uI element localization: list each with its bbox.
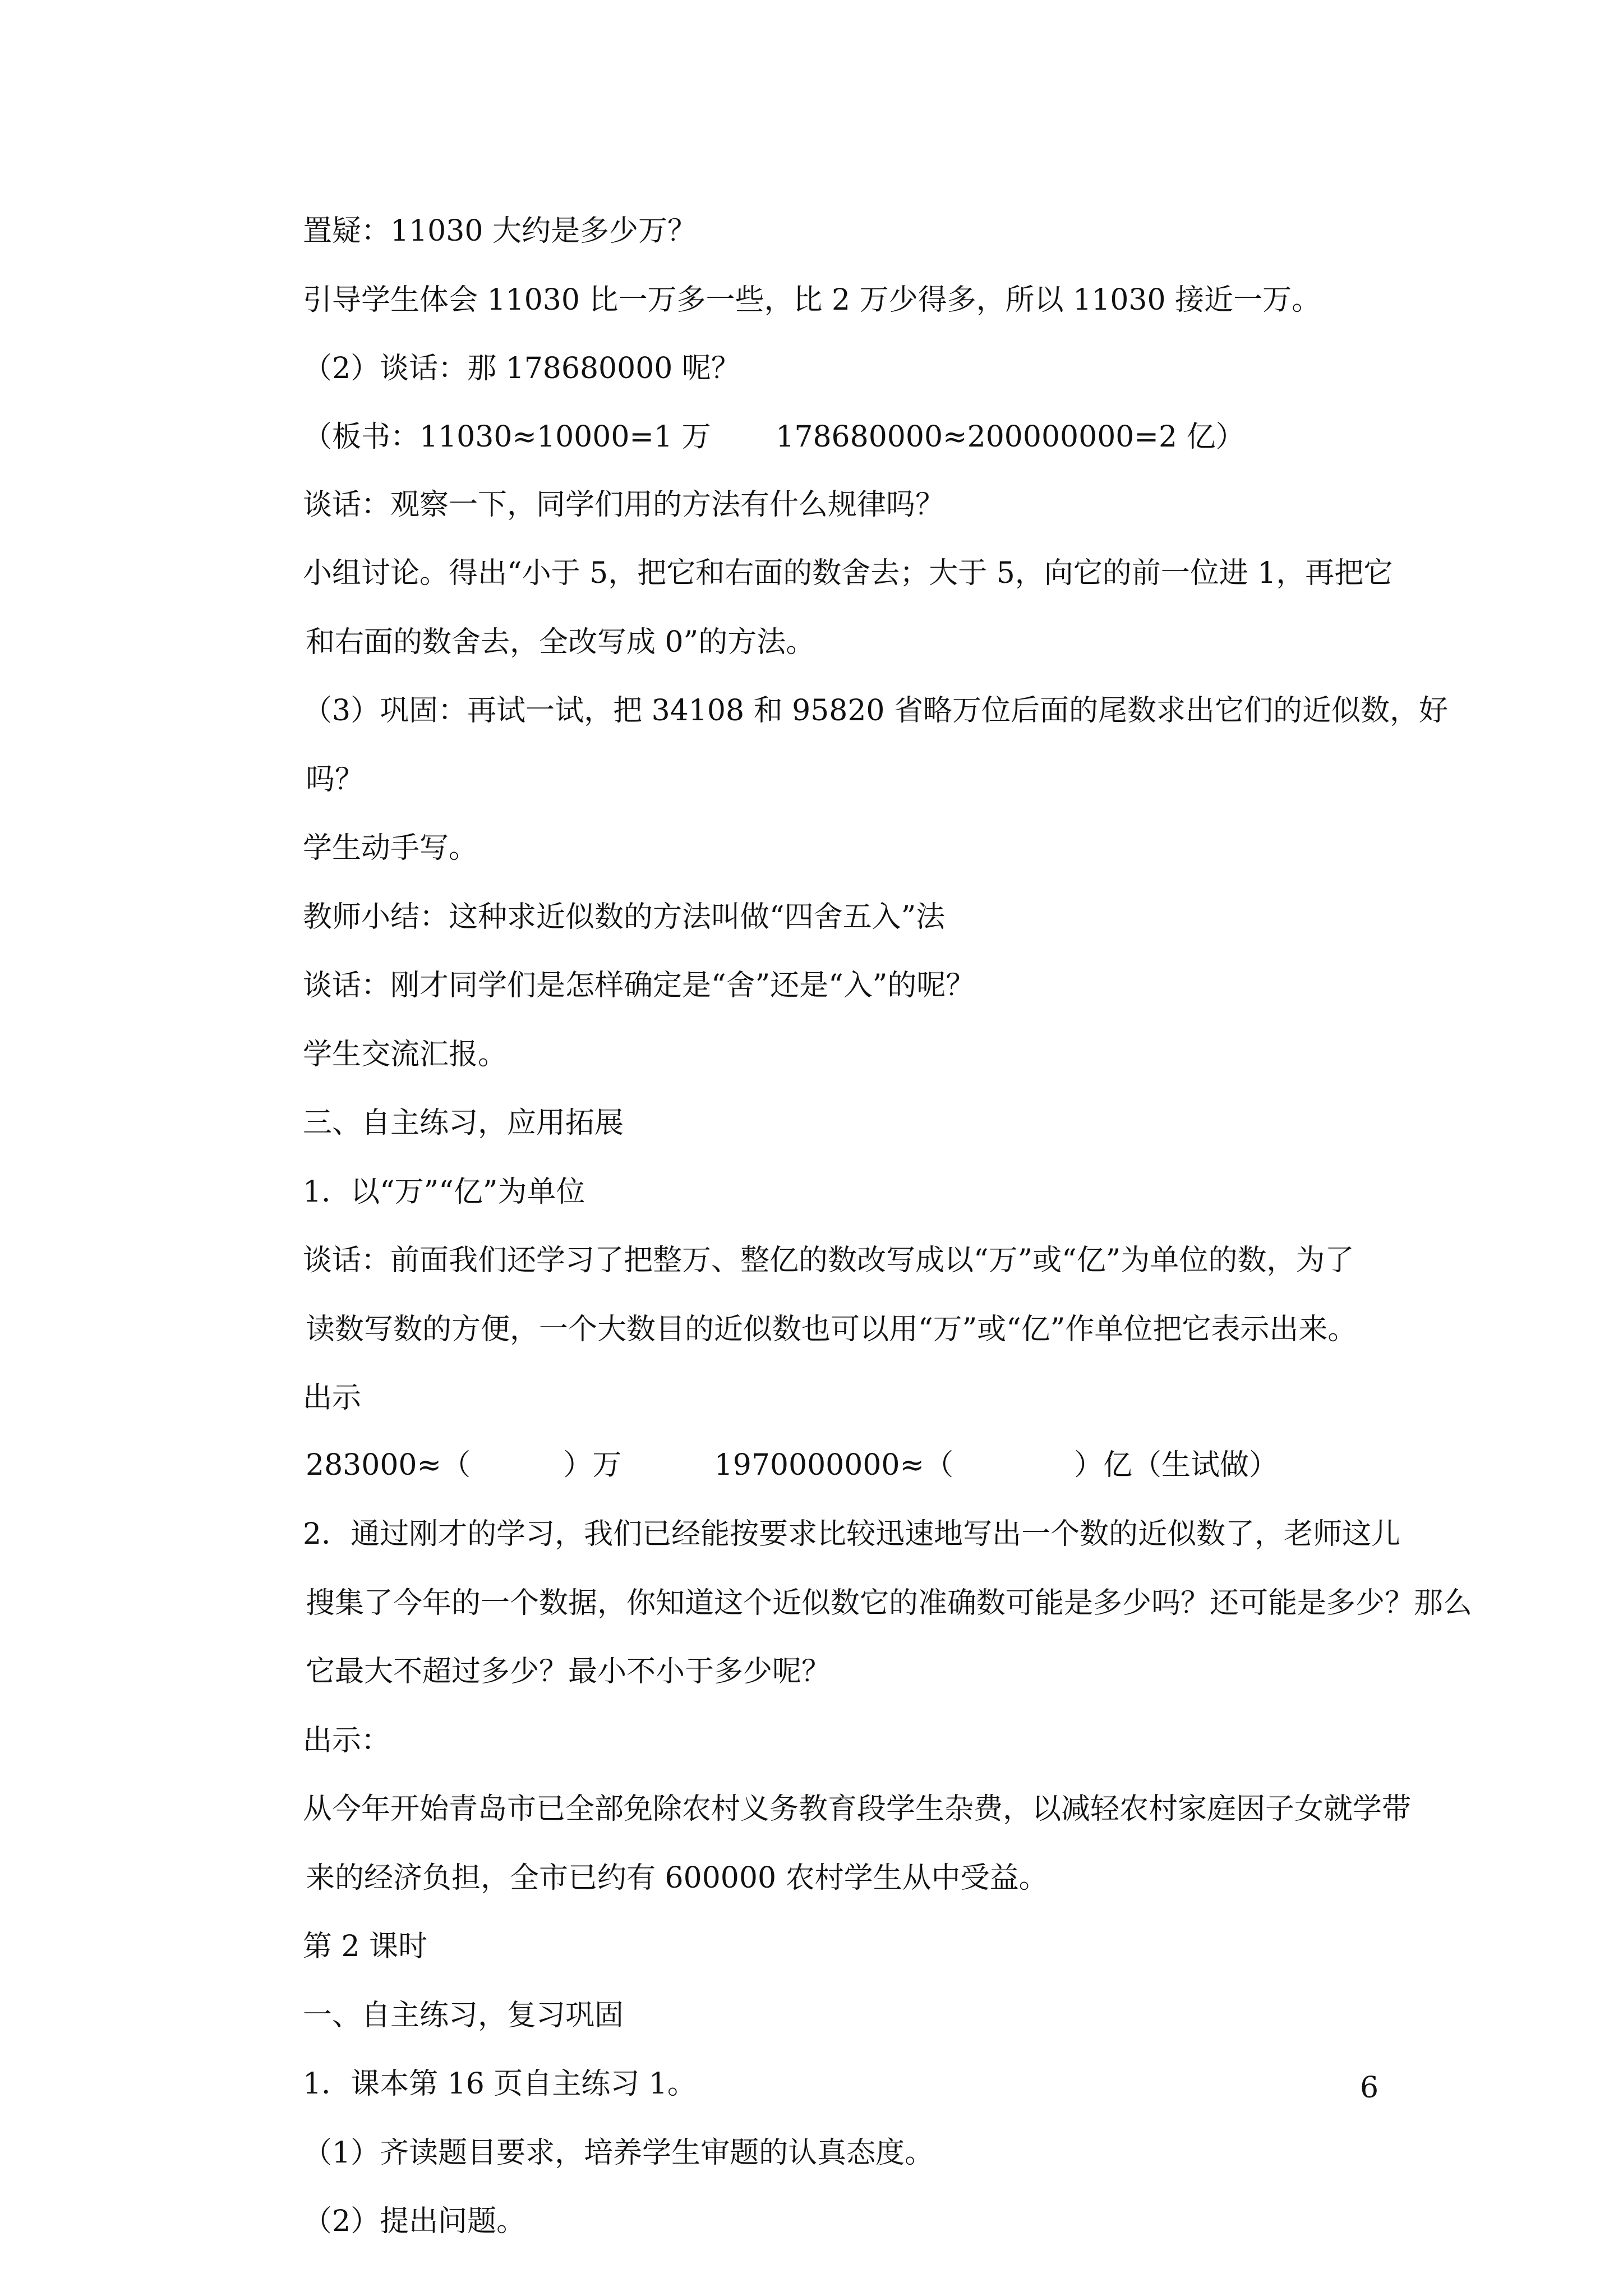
- text-line: （3）巩固：再试一试，把 34108 和 95820 省略万位后面的尾数求出它们的近似数，好: [303, 694, 1449, 728]
- section-heading: 一、自主练习，复习巩固: [303, 1999, 624, 2032]
- text-line: 出示: [303, 1381, 362, 1415]
- section-heading: 三、自主练习，应用拓展: [303, 1106, 624, 1140]
- text-line: 谈话：刚才同学们是怎样确定是“舍”还是“入”的呢？: [303, 969, 975, 1002]
- text-line: 读数写数的方便，一个大数目的近似数也可以用“万”或“亿”作单位把它表示出来。: [306, 1313, 1357, 1346]
- page-number: 6: [1360, 2071, 1379, 2105]
- text-line: 引导学生体会 11030 比一万多一些，比 2 万少得多，所以 11030 接近一万。: [303, 283, 1321, 317]
- text-line: 来的经济负担，全市已约有 600000 农村学生从中受益。: [306, 1861, 1048, 1895]
- text-line: 从今年开始青岛市已全部免除农村义务教育段学生杂费，以减轻农村家庭因子女就学带: [303, 1792, 1412, 1826]
- text-line: 2．通过刚才的学习，我们已经能按要求比较迅速地写出一个数的近似数了，老师这儿: [303, 1517, 1401, 1551]
- text-line: 学生交流汇报。: [303, 1038, 508, 1071]
- text-line: （2）谈话：那 178680000 呢？: [303, 352, 740, 385]
- exercise-line: 283000≈（ ）万 1970000000≈（ ）亿（生试做）: [306, 1448, 1278, 1482]
- text-line: 谈话：观察一下，同学们用的方法有什么规律吗？: [303, 488, 945, 522]
- text-line: 它最大不超过多少？最小不小于多少呢？: [306, 1655, 831, 1688]
- text-line: 出示：: [303, 1724, 391, 1757]
- text-line: 1．以“万”“亿”为单位: [303, 1175, 585, 1209]
- text-line: 谈话：前面我们还学习了把整万、整亿的数改写成以“万”或“亿”为单位的数，为了: [303, 1244, 1354, 1277]
- text-line: 小组讨论。得出“小于 5，把它和右面的数舍去；大于 5，向它的前一位进 1，再把它: [303, 556, 1393, 590]
- lesson-heading: 第 2 课时: [303, 1930, 428, 1963]
- text-line: 学生动手写。: [303, 831, 478, 865]
- text-line: 吗？: [306, 763, 365, 797]
- text-line: 教师小结：这种求近似数的方法叫做“四舍五入”法: [303, 900, 946, 934]
- text-line: 和右面的数舍去，全改写成 0”的方法。: [306, 625, 815, 659]
- text-line: （2）提出问题。: [303, 2205, 526, 2238]
- text-line: 1．课本第 16 页自主练习 1。: [303, 2067, 697, 2101]
- text-line: （板书：11030≈10000=1 万 178680000≈200000000=2 亿）: [303, 420, 1245, 454]
- text-line: （1）齐读题目要求，培养学生审题的认真态度。: [303, 2136, 934, 2170]
- text-line: 搜集了今年的一个数据，你知道这个近似数它的准确数可能是多少吗？还可能是多少？那么: [306, 1586, 1473, 1620]
- text-line: 置疑：11030 大约是多少万？: [303, 214, 697, 248]
